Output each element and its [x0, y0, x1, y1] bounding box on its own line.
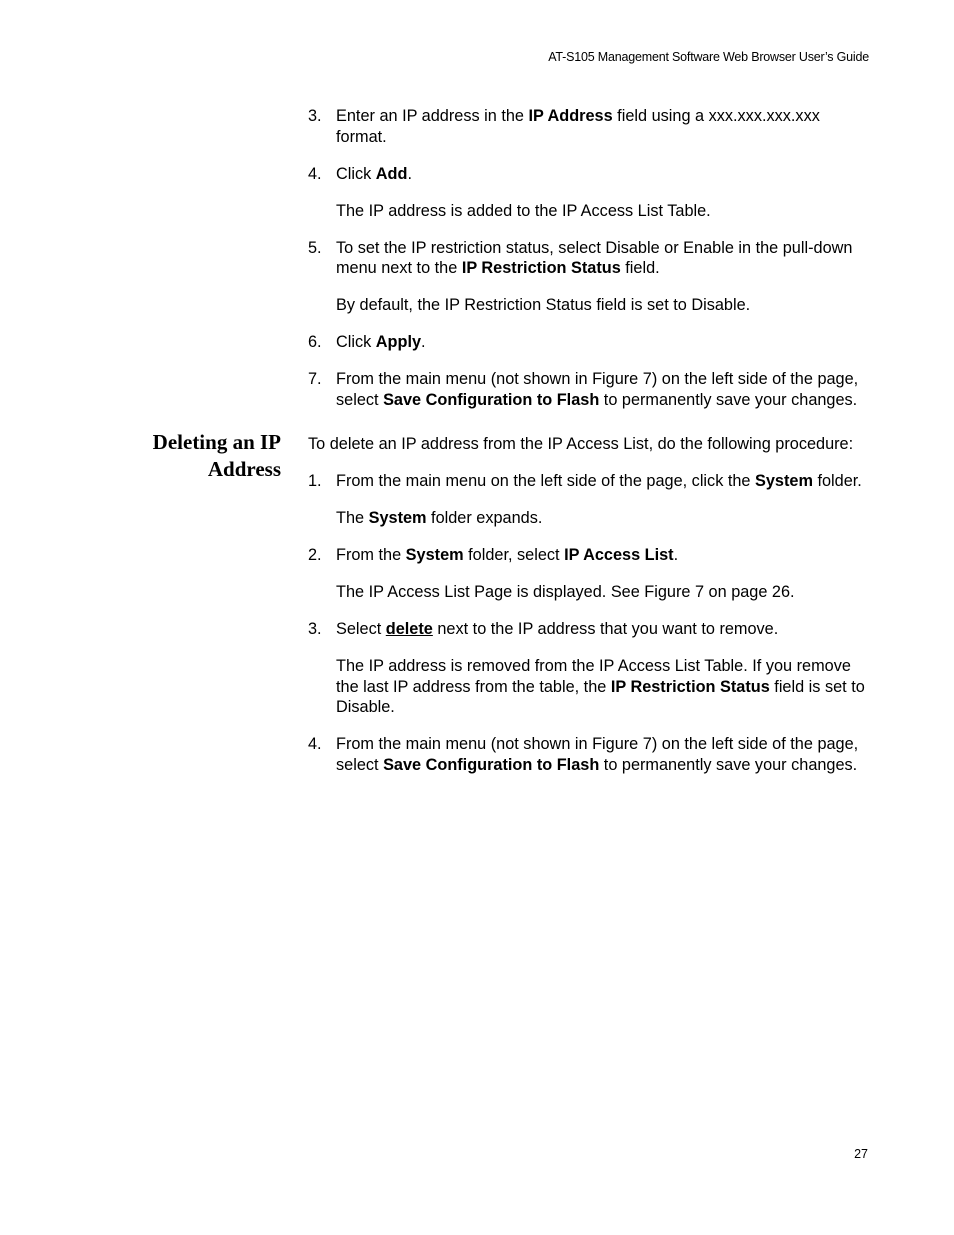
step-text-part: Select	[336, 620, 386, 638]
step-3-delete	[308, 619, 868, 640]
note-text-part: field is set to Disable.	[336, 677, 865, 716]
section-heading-line: Address	[207, 457, 281, 481]
step-text-part: to permanently save your changes.	[599, 390, 858, 409]
ui-term: System	[755, 472, 813, 490]
page-number: 27	[854, 1147, 868, 1161]
step-text-part: Click	[336, 164, 376, 183]
step-number: 4.	[308, 735, 322, 753]
running-header: AT-S105 Management Software Web Browser User’s Guide	[548, 50, 869, 64]
section-heading-line: Deleting an IP	[152, 430, 281, 454]
step-4-save	[308, 734, 868, 775]
step-text	[336, 369, 868, 410]
step-text-part: Enter an IP address in the	[336, 107, 529, 125]
ui-term: Add	[375, 164, 408, 183]
note-text-part: The	[336, 509, 369, 527]
step-text-part: .	[673, 546, 679, 564]
step-text-part: to permanently save your changes.	[599, 755, 858, 774]
step-text	[336, 545, 868, 566]
step-text-part: folder.	[812, 472, 862, 490]
step-text-part: .	[407, 164, 412, 183]
step-text	[336, 164, 868, 185]
step-text-part: From the main menu on the left side of the page, click the	[336, 472, 756, 490]
ui-term: Save Configuration to Flash	[383, 755, 600, 774]
ui-term: IP Address	[528, 107, 613, 125]
step-text	[336, 734, 868, 775]
page-content	[152, 106, 868, 792]
step-text	[336, 106, 868, 147]
section-deleting-ip-address	[152, 430, 868, 775]
step-4	[308, 164, 868, 185]
ui-term: Apply	[375, 333, 422, 351]
ui-term: System	[405, 546, 464, 564]
step-number: 3.	[308, 620, 322, 638]
ui-term: Save Configuration to Flash	[383, 390, 600, 409]
step-text	[336, 238, 868, 279]
step-text-part: From the main menu (not shown in Figure 7) on the left side of the page, select	[336, 370, 859, 409]
step-text-part: field using a xxx.xxx.xxx.xxx format.	[336, 107, 820, 146]
step-5	[308, 238, 868, 279]
step-note	[336, 656, 868, 718]
note-text-part: The IP address is removed from the IP Access List Table. If you remove the last IP address from the table, the	[336, 657, 851, 696]
step-note: The IP Access List Page is displayed. See Figure 7 on page 26.	[336, 583, 795, 601]
step-1	[308, 471, 868, 492]
step-number: 2.	[308, 546, 322, 564]
step-text	[336, 619, 868, 640]
step-note	[336, 508, 868, 529]
ui-term: System	[368, 509, 427, 527]
step-text-part: From the main menu (not shown in Figure 7) on the left side of the page, select	[336, 735, 859, 774]
step-number: 1.	[308, 472, 322, 490]
step-text	[336, 332, 868, 353]
step-2	[308, 545, 868, 566]
step-text-part: To set the IP restriction status, select Disable or Enable in the pull-down menu next to the	[336, 238, 853, 277]
step-text-part: .	[421, 333, 426, 351]
step-note: By default, the IP Restriction Status field is set to Disable.	[336, 296, 751, 314]
ui-term: IP Restriction Status	[461, 259, 621, 277]
step-number: 3.	[308, 107, 322, 125]
step-text-part: Click	[336, 333, 376, 351]
step-number: 6.	[308, 333, 322, 351]
step-number: 7.	[308, 370, 322, 388]
step-text-part: field.	[620, 259, 660, 277]
step-text-part: next to the IP address that you want to remove.	[432, 620, 779, 638]
section-heading	[81, 429, 281, 483]
step-6	[308, 332, 868, 353]
step-number: 4.	[308, 164, 322, 183]
ui-term: IP Access List	[564, 546, 674, 564]
delete-link-term: delete	[385, 620, 433, 638]
step-text	[336, 471, 868, 492]
step-note: The IP address is added to the IP Access List Table.	[336, 201, 711, 220]
step-number: 5.	[308, 238, 322, 257]
section-intro: To delete an IP address from the IP Access List, do the following procedure:	[308, 435, 854, 453]
step-text-part: From the	[336, 546, 406, 564]
step-7	[308, 369, 868, 410]
step-3	[308, 106, 868, 147]
ui-term: IP Restriction Status	[610, 677, 770, 696]
note-text-part: folder expands.	[426, 509, 543, 527]
step-text-part: folder, select	[463, 546, 565, 564]
